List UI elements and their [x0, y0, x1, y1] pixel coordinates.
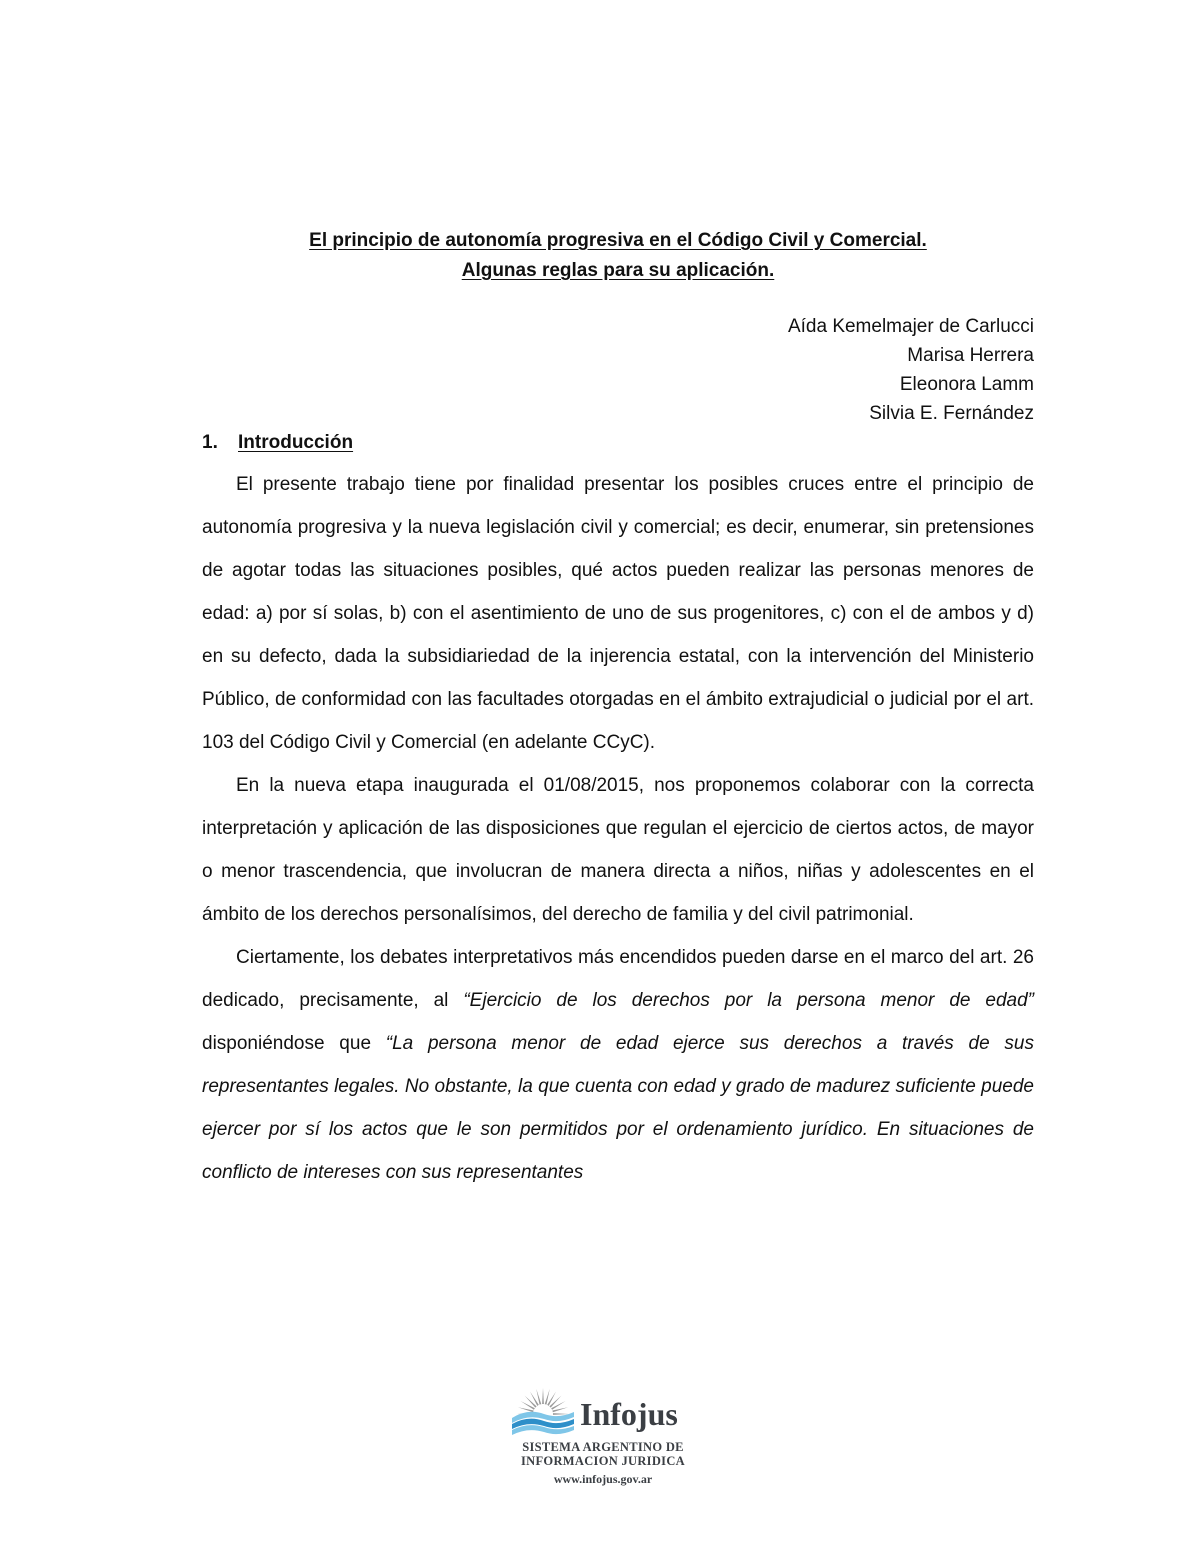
sun-ray: [549, 1396, 561, 1408]
author-name: Aída Kemelmajer de Carlucci: [787, 316, 1034, 337]
paragraph-3-text: disponiéndose que: [202, 1033, 386, 1054]
author-name: Silvia E. Fernández: [869, 403, 1034, 424]
paragraph-3: [202, 936, 1034, 1194]
author-name: Marisa Herrera: [907, 345, 1034, 366]
paragraph-1: El presente trabajo tiene por finalidad presentar los posibles cruces entre el principio de autonomía progresiva y la nueva legislación civil y comercial; es decir, enumerar, sin pretensiones de agotar todas las situaciones posibles, qué actos pueden realizar las personas menores de edad: a) por sí solas, b) con el asentimiento de uno de sus progenitores, c) con el de ambos y d) en su defecto, dada la subsidiariedad de la injerencia estatal, con la intervención del Ministerio Público, de conformidad con las facultades otorgadas en el ámbito extrajudicial o judicial por el art. 103 del Código Civil y Comercial (en adelante CCyC).: [202, 474, 1034, 753]
logo-mark: [508, 1384, 698, 1438]
section-number: 1.: [202, 432, 218, 453]
paragraph-3-text: Ciertamente, los debates interpretativos más encendidos pueden darse en el marco del art. 26 dedicado, precisamente, al: [202, 947, 1034, 1011]
logo-subtitle-line-1: SISTEMA ARGENTINO DE: [522, 1440, 684, 1454]
sun-waves-icon: [508, 1384, 578, 1438]
paragraph-2: En la nueva etapa inaugurada el 01/08/2015, nos proponemos colaborar con la correcta interpretación y aplicación de las disposiciones que regulan el ejercicio de ciertos actos, de mayor o menor trascendencia, que involucran de manera directa a niños, niñas y adolescentes en el ámbito de los derechos personalísimos, del derecho de familia y del civil patrimonial.: [202, 775, 1034, 925]
title-line-1: El principio de autonomía progresiva en el Código Civil y Comercial.: [309, 230, 927, 251]
logo-name: Infojus: [580, 1396, 678, 1432]
logo-url: www.infojus.gov.ar: [553, 1472, 653, 1486]
title-line-2: Algunas reglas para su aplicación.: [461, 260, 775, 281]
quote-article-text: “La persona menor de edad ejerce sus derechos a través de sus representantes legales. No obstante, la que cuenta con edad y grado de madurez suficiente puede ejercer por sí los actos que le son permitidos por el ordenamiento jurídico. En situaciones de conflicto de intereses con sus representantes: [202, 1033, 1034, 1183]
sun-ray: [525, 1396, 537, 1408]
sun-ray: [542, 1388, 544, 1404]
logo-subtitle-line-2: INFORMACION JURIDICA: [521, 1454, 685, 1468]
body-text: [202, 463, 1034, 1194]
quote-article-title: “Ejercicio de los derechos por la persona menor de edad”: [463, 990, 1034, 1011]
document-title: [202, 226, 1034, 286]
author-list: [788, 312, 1034, 428]
author-name: Eleonora Lamm: [899, 374, 1034, 395]
infojus-logo: [508, 1384, 698, 1484]
section-heading: [202, 428, 353, 458]
section-title: Introducción: [238, 432, 354, 453]
